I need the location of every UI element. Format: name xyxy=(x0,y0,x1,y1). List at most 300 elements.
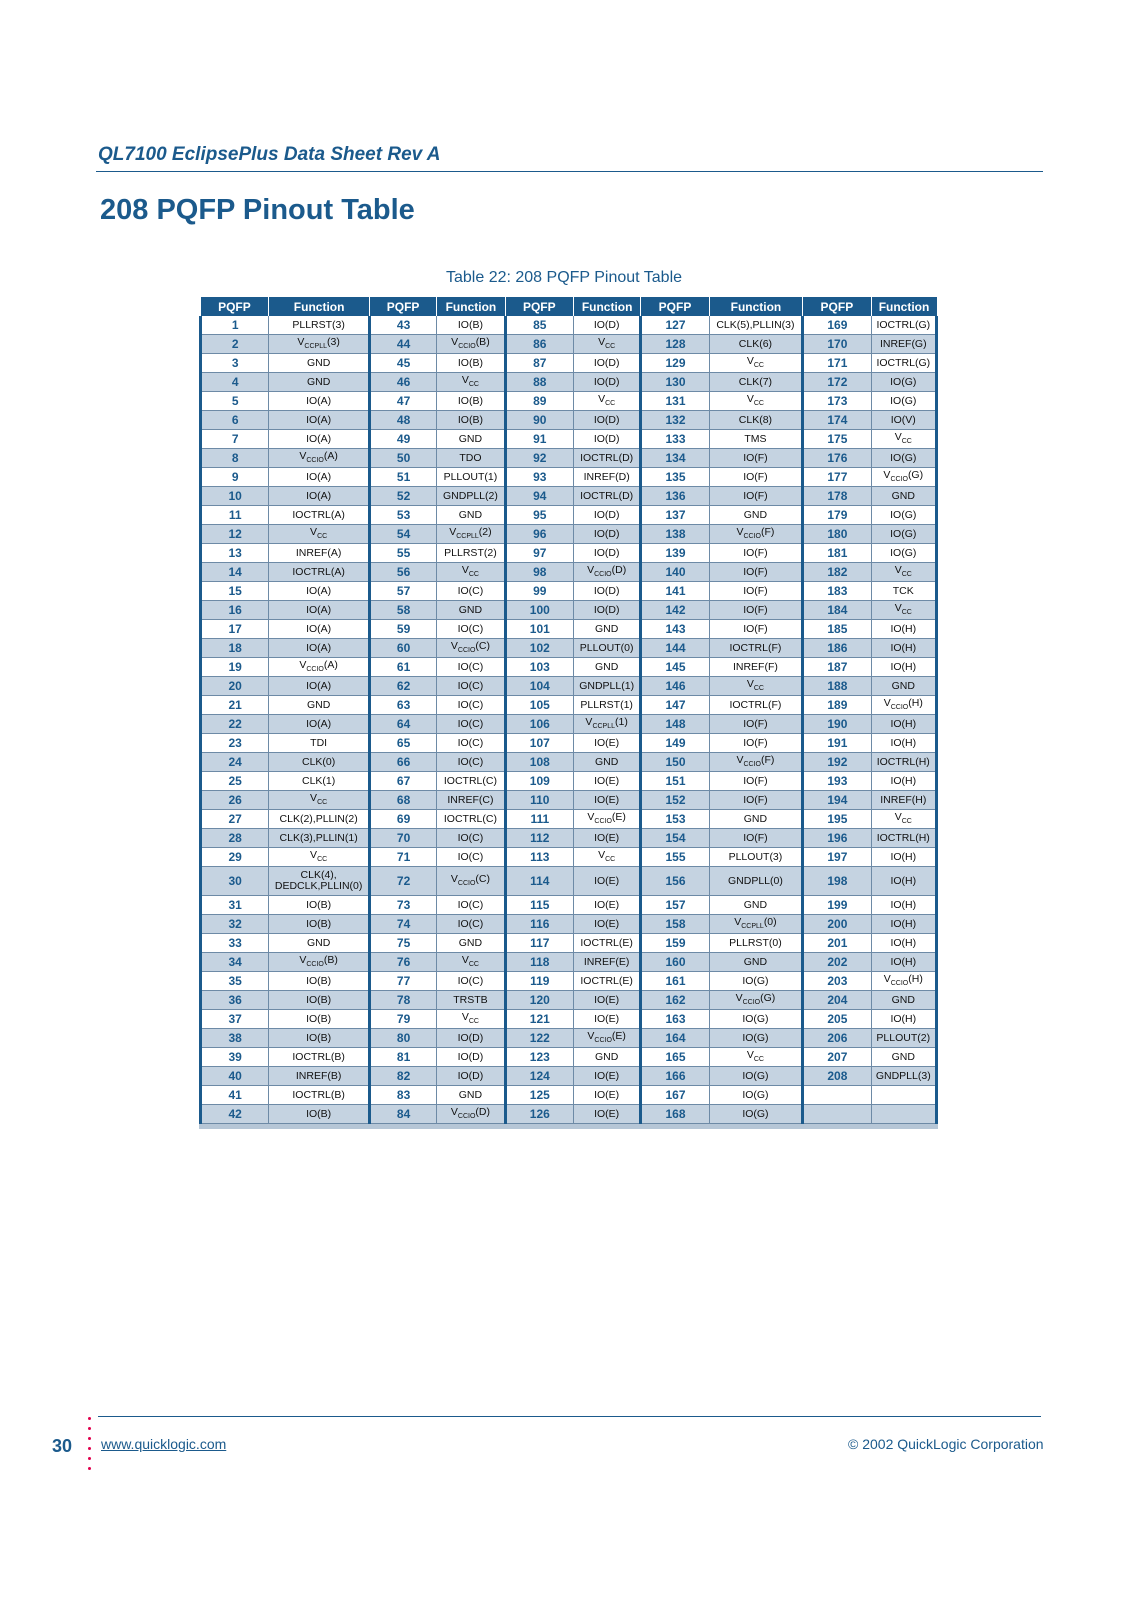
pin-function-cell: IO(B) xyxy=(269,991,370,1010)
pin-number-cell: 201 xyxy=(803,934,871,953)
pin-number-cell: 110 xyxy=(505,791,573,810)
pin-number-cell: 181 xyxy=(803,544,871,563)
pin-number-cell: 152 xyxy=(641,791,709,810)
pin-number-cell: 106 xyxy=(505,715,573,734)
pin-function-cell: $V_{CC}$ xyxy=(437,953,505,972)
pin-function-cell: $V_{CC}$ xyxy=(871,430,936,449)
pin-number-cell: 116 xyxy=(505,915,573,934)
pin-function-cell: IO(D) xyxy=(573,430,640,449)
pin-number-cell: 167 xyxy=(641,1086,709,1105)
pin-function-cell: GND xyxy=(269,373,370,392)
pin-number-cell: 168 xyxy=(641,1105,709,1124)
pin-function-cell: $V_{CC}$ xyxy=(269,848,370,867)
pin-function-cell: IO(D) xyxy=(437,1048,505,1067)
column-header: PQFP xyxy=(803,297,871,316)
pin-number-cell: 186 xyxy=(803,639,871,658)
pin-function-cell: IO(G) xyxy=(709,972,803,991)
pin-function-cell: IO(G) xyxy=(709,1105,803,1124)
pin-number-cell: 27 xyxy=(201,810,269,829)
pin-function-cell: IO(F) xyxy=(709,563,803,582)
pin-function-cell: $V_{CC}$ xyxy=(437,563,505,582)
pin-number-cell: 61 xyxy=(369,658,436,677)
pin-number-cell: 189 xyxy=(803,696,871,715)
pin-function-cell: IO(F) xyxy=(709,620,803,639)
table-row xyxy=(201,620,937,639)
pin-number-cell: 95 xyxy=(505,506,573,525)
pin-number-cell: 163 xyxy=(641,1010,709,1029)
pin-number-cell: 175 xyxy=(803,430,871,449)
pin-number-cell: 190 xyxy=(803,715,871,734)
pin-number-cell: 59 xyxy=(369,620,436,639)
table-row xyxy=(201,867,937,896)
pin-number-cell: 6 xyxy=(201,411,269,430)
pin-number-cell: 196 xyxy=(803,829,871,848)
pin-number-cell: 30 xyxy=(201,867,269,896)
pin-function-cell: CLK(0) xyxy=(269,753,370,772)
pinout-table-container xyxy=(199,297,938,1129)
pin-function-cell: IO(G) xyxy=(871,525,936,544)
pin-number-cell: 118 xyxy=(505,953,573,972)
pin-number-cell: 76 xyxy=(369,953,436,972)
pin-function-cell: INREF(A) xyxy=(269,544,370,563)
pin-number-cell: 71 xyxy=(369,848,436,867)
pin-function-cell: GND xyxy=(709,953,803,972)
pin-number-cell: 69 xyxy=(369,810,436,829)
pin-number-cell: 29 xyxy=(201,848,269,867)
pin-number-cell: 179 xyxy=(803,506,871,525)
pin-function-cell: IO(F) xyxy=(709,449,803,468)
pin-function-cell: IO(B) xyxy=(269,1029,370,1048)
pin-number-cell: 53 xyxy=(369,506,436,525)
pin-function-cell: IO(C) xyxy=(437,658,505,677)
pin-function-cell: IO(E) xyxy=(573,829,640,848)
pin-function-cell: IO(D) xyxy=(437,1067,505,1086)
pin-function-cell: IO(A) xyxy=(269,601,370,620)
pin-function-cell: IO(H) xyxy=(871,953,936,972)
pin-number-cell: 3 xyxy=(201,354,269,373)
pin-number-cell: 78 xyxy=(369,991,436,1010)
pin-number-cell: 139 xyxy=(641,544,709,563)
pin-number-cell: 137 xyxy=(641,506,709,525)
table-row xyxy=(201,468,937,487)
pin-function-cell: $V_{CC}$ xyxy=(437,1010,505,1029)
pin-function-cell: $V_{CCPLL}(3)$ xyxy=(269,335,370,354)
pin-function-cell: IOCTRL(B) xyxy=(269,1048,370,1067)
pin-function-cell: IO(G) xyxy=(709,1029,803,1048)
pin-number-cell: 40 xyxy=(201,1067,269,1086)
pin-number-cell: 91 xyxy=(505,430,573,449)
pin-function-cell: IO(F) xyxy=(709,544,803,563)
copyright-text: © 2002 QuickLogic Corporation xyxy=(848,1436,1044,1452)
pin-function-cell: IOCTRL(D) xyxy=(573,449,640,468)
pin-number-cell: 202 xyxy=(803,953,871,972)
pin-function-cell: GND xyxy=(871,1048,936,1067)
pin-function-cell: $V_{CCIO}(B)$ xyxy=(269,953,370,972)
pin-number-cell: 111 xyxy=(505,810,573,829)
table-row xyxy=(201,848,937,867)
pin-function-cell: INREF(C) xyxy=(437,791,505,810)
pin-number-cell: 166 xyxy=(641,1067,709,1086)
pin-number-cell: 101 xyxy=(505,620,573,639)
pin-function-cell: $V_{CCIO}(F)$ xyxy=(709,753,803,772)
pin-function-cell: IO(A) xyxy=(269,430,370,449)
pin-number-cell: 47 xyxy=(369,392,436,411)
pin-number-cell: 119 xyxy=(505,972,573,991)
pin-number-cell: 24 xyxy=(201,753,269,772)
pin-number-cell: 182 xyxy=(803,563,871,582)
pin-function-cell: IOCTRL(F) xyxy=(709,696,803,715)
pin-function-cell: INREF(H) xyxy=(871,791,936,810)
pin-number-cell: 57 xyxy=(369,582,436,601)
pin-number-cell: 4 xyxy=(201,373,269,392)
pin-number-cell: 183 xyxy=(803,582,871,601)
pin-number-cell: 46 xyxy=(369,373,436,392)
pin-function-cell: IO(C) xyxy=(437,829,505,848)
pin-number-cell: 141 xyxy=(641,582,709,601)
pin-function-cell: $V_{CCIO}(G)$ xyxy=(709,991,803,1010)
pin-function-cell: PLLRST(3) xyxy=(269,316,370,335)
pin-function-cell: INREF(G) xyxy=(871,335,936,354)
column-header: Function xyxy=(573,297,640,316)
pin-function-cell: IO(E) xyxy=(573,1067,640,1086)
table-row xyxy=(201,601,937,620)
page-heading: 208 PQFP Pinout Table xyxy=(100,194,415,226)
table-row xyxy=(201,896,937,915)
pin-function-cell: GND xyxy=(573,753,640,772)
pin-function-cell: $V_{CCIO}(H)$ xyxy=(871,696,936,715)
pin-number-cell: 173 xyxy=(803,392,871,411)
pin-function-cell: IO(F) xyxy=(709,468,803,487)
pin-function-cell: IOCTRL(A) xyxy=(269,506,370,525)
pin-function-cell: PLLOUT(2) xyxy=(871,1029,936,1048)
pin-function-cell: IO(E) xyxy=(573,1010,640,1029)
pin-number-cell: 195 xyxy=(803,810,871,829)
pin-function-cell: INREF(E) xyxy=(573,953,640,972)
pin-function-cell: CLK(4), DEDCLK,PLLIN(0) xyxy=(269,867,370,896)
pin-function-cell xyxy=(871,1105,936,1124)
pin-function-cell: $V_{CCIO}(E)$ xyxy=(573,1029,640,1048)
table-caption: Table 22: 208 PQFP Pinout Table xyxy=(446,269,683,286)
pin-function-cell: IO(H) xyxy=(871,639,936,658)
pin-function-cell: IO(G) xyxy=(871,373,936,392)
pin-function-cell: IO(F) xyxy=(709,734,803,753)
pin-function-cell: IO(E) xyxy=(573,867,640,896)
pin-function-cell: IO(F) xyxy=(709,791,803,810)
pin-function-cell: GND xyxy=(871,677,936,696)
pin-function-cell: IO(D) xyxy=(573,525,640,544)
pin-number-cell: 1 xyxy=(201,316,269,335)
pin-function-cell: IOCTRL(E) xyxy=(573,934,640,953)
pin-function-cell: IO(B) xyxy=(269,972,370,991)
pin-number-cell: 81 xyxy=(369,1048,436,1067)
pin-function-cell: IO(F) xyxy=(709,487,803,506)
pin-number-cell: 14 xyxy=(201,563,269,582)
pin-number-cell: 75 xyxy=(369,934,436,953)
pin-number-cell: 54 xyxy=(369,525,436,544)
pin-number-cell: 70 xyxy=(369,829,436,848)
table-row xyxy=(201,810,937,829)
pin-number-cell: 77 xyxy=(369,972,436,991)
pin-function-cell: GND xyxy=(269,934,370,953)
table-row xyxy=(201,715,937,734)
table-row xyxy=(201,658,937,677)
pin-function-cell: IO(E) xyxy=(573,915,640,934)
pin-number-cell: 205 xyxy=(803,1010,871,1029)
pin-function-cell: IOCTRL(F) xyxy=(709,639,803,658)
pin-function-cell: TMS xyxy=(709,430,803,449)
pin-function-cell: IO(G) xyxy=(709,1067,803,1086)
pin-number-cell: 2 xyxy=(201,335,269,354)
pin-number-cell: 43 xyxy=(369,316,436,335)
pin-number-cell: 16 xyxy=(201,601,269,620)
pin-number-cell: 83 xyxy=(369,1086,436,1105)
pin-number-cell: 18 xyxy=(201,639,269,658)
pin-number-cell: 99 xyxy=(505,582,573,601)
pin-function-cell: TDO xyxy=(437,449,505,468)
pin-number-cell: 113 xyxy=(505,848,573,867)
pin-number-cell: 188 xyxy=(803,677,871,696)
pin-number-cell: 154 xyxy=(641,829,709,848)
pin-function-cell: TCK xyxy=(871,582,936,601)
pin-number-cell: 160 xyxy=(641,953,709,972)
pin-number-cell: 52 xyxy=(369,487,436,506)
pin-number-cell: 208 xyxy=(803,1067,871,1086)
table-row xyxy=(201,1105,937,1124)
pin-function-cell: IO(B) xyxy=(269,915,370,934)
table-row xyxy=(201,582,937,601)
pin-function-cell: IO(B) xyxy=(437,411,505,430)
column-header: Function xyxy=(871,297,936,316)
pin-function-cell: IO(D) xyxy=(573,506,640,525)
pin-function-cell: IO(A) xyxy=(269,582,370,601)
pin-number-cell: 134 xyxy=(641,449,709,468)
pin-number-cell: 100 xyxy=(505,601,573,620)
pin-function-cell: $V_{CC}$ xyxy=(709,354,803,373)
pin-function-cell: IO(E) xyxy=(573,772,640,791)
column-header: Function xyxy=(709,297,803,316)
pin-function-cell: $V_{CCIO}(A)$ xyxy=(269,449,370,468)
pin-number-cell xyxy=(803,1086,871,1105)
pin-function-cell: IO(C) xyxy=(437,696,505,715)
pin-number-cell: 37 xyxy=(201,1010,269,1029)
pin-function-cell: IOCTRL(G) xyxy=(871,316,936,335)
pin-number-cell: 129 xyxy=(641,354,709,373)
pin-function-cell: IO(G) xyxy=(871,506,936,525)
pin-number-cell: 7 xyxy=(201,430,269,449)
pin-function-cell: INREF(F) xyxy=(709,658,803,677)
pin-function-cell: IO(C) xyxy=(437,848,505,867)
pin-function-cell: IO(A) xyxy=(269,715,370,734)
pin-number-cell xyxy=(803,1105,871,1124)
pin-number-cell: 197 xyxy=(803,848,871,867)
pin-number-cell: 56 xyxy=(369,563,436,582)
pin-function-cell: IO(V) xyxy=(871,411,936,430)
pin-function-cell: $V_{CC}$ xyxy=(573,848,640,867)
pinout-table xyxy=(199,297,938,1124)
pin-function-cell: IOCTRL(C) xyxy=(437,810,505,829)
pin-function-cell: IO(B) xyxy=(269,1105,370,1124)
table-row xyxy=(201,1067,937,1086)
table-row xyxy=(201,1029,937,1048)
pin-number-cell: 121 xyxy=(505,1010,573,1029)
pin-number-cell: 159 xyxy=(641,934,709,953)
pin-function-cell: IO(H) xyxy=(871,896,936,915)
pin-function-cell: IO(F) xyxy=(709,829,803,848)
pin-function-cell: PLLRST(1) xyxy=(573,696,640,715)
pin-number-cell: 84 xyxy=(369,1105,436,1124)
pin-number-cell: 191 xyxy=(803,734,871,753)
decorative-dots xyxy=(88,1417,94,1477)
pin-function-cell: IO(H) xyxy=(871,867,936,896)
pin-number-cell: 89 xyxy=(505,392,573,411)
pin-function-cell: IO(H) xyxy=(871,934,936,953)
pin-number-cell: 64 xyxy=(369,715,436,734)
pin-function-cell: CLK(6) xyxy=(709,335,803,354)
pin-number-cell: 162 xyxy=(641,991,709,1010)
table-row xyxy=(201,753,937,772)
pin-function-cell: IO(E) xyxy=(573,1105,640,1124)
pin-number-cell: 206 xyxy=(803,1029,871,1048)
pin-number-cell: 34 xyxy=(201,953,269,972)
pin-number-cell: 150 xyxy=(641,753,709,772)
pin-number-cell: 79 xyxy=(369,1010,436,1029)
pin-function-cell: IO(C) xyxy=(437,915,505,934)
pin-number-cell: 132 xyxy=(641,411,709,430)
pin-number-cell: 72 xyxy=(369,867,436,896)
pin-function-cell: IO(A) xyxy=(269,620,370,639)
pin-function-cell: $V_{CCIO}(E)$ xyxy=(573,810,640,829)
pin-function-cell: GND xyxy=(269,354,370,373)
pin-function-cell: IO(H) xyxy=(871,848,936,867)
table-row xyxy=(201,1048,937,1067)
pin-number-cell: 74 xyxy=(369,915,436,934)
pin-function-cell: $V_{CCIO}(D)$ xyxy=(573,563,640,582)
pin-function-cell: IO(C) xyxy=(437,715,505,734)
table-row xyxy=(201,772,937,791)
table-row xyxy=(201,354,937,373)
table-row xyxy=(201,411,937,430)
pin-function-cell: $V_{CC}$ xyxy=(709,677,803,696)
table-row xyxy=(201,639,937,658)
pin-function-cell: $V_{CC}$ xyxy=(871,601,936,620)
pin-number-cell: 177 xyxy=(803,468,871,487)
column-header: PQFP xyxy=(201,297,269,316)
pin-number-cell: 130 xyxy=(641,373,709,392)
pin-number-cell: 82 xyxy=(369,1067,436,1086)
pin-number-cell: 11 xyxy=(201,506,269,525)
pin-function-cell: IO(E) xyxy=(573,734,640,753)
pin-number-cell: 60 xyxy=(369,639,436,658)
footer-rule xyxy=(98,1416,1041,1417)
pin-number-cell: 105 xyxy=(505,696,573,715)
pin-function-cell: IO(A) xyxy=(269,677,370,696)
pin-function-cell: IO(B) xyxy=(437,392,505,411)
pin-function-cell: PLLOUT(1) xyxy=(437,468,505,487)
pin-function-cell: GND xyxy=(709,506,803,525)
pin-function-cell: IO(C) xyxy=(437,896,505,915)
pin-number-cell: 102 xyxy=(505,639,573,658)
pin-function-cell: IO(C) xyxy=(437,753,505,772)
pin-number-cell: 28 xyxy=(201,829,269,848)
pin-function-cell: CLK(7) xyxy=(709,373,803,392)
pin-number-cell: 138 xyxy=(641,525,709,544)
pin-number-cell: 94 xyxy=(505,487,573,506)
pin-function-cell: GND xyxy=(437,430,505,449)
pin-function-cell: IO(E) xyxy=(573,791,640,810)
pin-number-cell: 165 xyxy=(641,1048,709,1067)
table-row xyxy=(201,1010,937,1029)
pin-number-cell: 120 xyxy=(505,991,573,1010)
pin-function-cell: $V_{CCIO}(H)$ xyxy=(871,972,936,991)
pin-function-cell: IO(H) xyxy=(871,658,936,677)
document-title: QL7100 EclipsePlus Data Sheet Rev A xyxy=(98,144,441,165)
pin-number-cell: 170 xyxy=(803,335,871,354)
pin-function-cell: IOCTRL(H) xyxy=(871,753,936,772)
pin-number-cell: 123 xyxy=(505,1048,573,1067)
pin-function-cell: IO(C) xyxy=(437,620,505,639)
pin-function-cell: $V_{CC}$ xyxy=(573,335,640,354)
pin-number-cell: 193 xyxy=(803,772,871,791)
pin-number-cell: 97 xyxy=(505,544,573,563)
pin-function-cell: GND xyxy=(573,620,640,639)
pin-function-cell: IO(A) xyxy=(269,639,370,658)
pin-function-cell: IO(C) xyxy=(437,734,505,753)
pin-function-cell: GNDPLL(3) xyxy=(871,1067,936,1086)
pin-function-cell: IO(A) xyxy=(269,468,370,487)
pin-number-cell: 20 xyxy=(201,677,269,696)
pin-function-cell: GND xyxy=(573,658,640,677)
pin-function-cell: GND xyxy=(269,696,370,715)
pin-function-cell: IOCTRL(G) xyxy=(871,354,936,373)
pin-function-cell: IO(D) xyxy=(573,544,640,563)
pin-number-cell: 174 xyxy=(803,411,871,430)
pin-function-cell: IO(C) xyxy=(437,582,505,601)
pin-number-cell: 58 xyxy=(369,601,436,620)
website-link[interactable]: www.quicklogic.com xyxy=(101,1436,227,1452)
pin-number-cell: 104 xyxy=(505,677,573,696)
pin-function-cell: $V_{CCPLL}(1)$ xyxy=(573,715,640,734)
pin-number-cell: 194 xyxy=(803,791,871,810)
table-row xyxy=(201,563,937,582)
pin-number-cell: 44 xyxy=(369,335,436,354)
table-row xyxy=(201,734,937,753)
pin-number-cell: 32 xyxy=(201,915,269,934)
table-row xyxy=(201,934,937,953)
pin-function-cell: PLLRST(2) xyxy=(437,544,505,563)
pin-number-cell: 33 xyxy=(201,934,269,953)
pin-number-cell: 93 xyxy=(505,468,573,487)
pin-number-cell: 103 xyxy=(505,658,573,677)
table-row xyxy=(201,392,937,411)
pin-function-cell: IO(E) xyxy=(573,1086,640,1105)
pin-number-cell: 108 xyxy=(505,753,573,772)
table-row xyxy=(201,506,937,525)
table-body xyxy=(201,316,937,1124)
pin-number-cell: 178 xyxy=(803,487,871,506)
pin-number-cell: 66 xyxy=(369,753,436,772)
pin-number-cell: 148 xyxy=(641,715,709,734)
pin-function-cell: GNDPLL(2) xyxy=(437,487,505,506)
pin-function-cell: IO(H) xyxy=(871,1010,936,1029)
pin-number-cell: 207 xyxy=(803,1048,871,1067)
pin-number-cell: 35 xyxy=(201,972,269,991)
table-row xyxy=(201,335,937,354)
pin-function-cell: GND xyxy=(709,810,803,829)
pin-number-cell: 36 xyxy=(201,991,269,1010)
pin-number-cell: 169 xyxy=(803,316,871,335)
pin-function-cell: IO(D) xyxy=(573,601,640,620)
pin-function-cell: GND xyxy=(709,896,803,915)
